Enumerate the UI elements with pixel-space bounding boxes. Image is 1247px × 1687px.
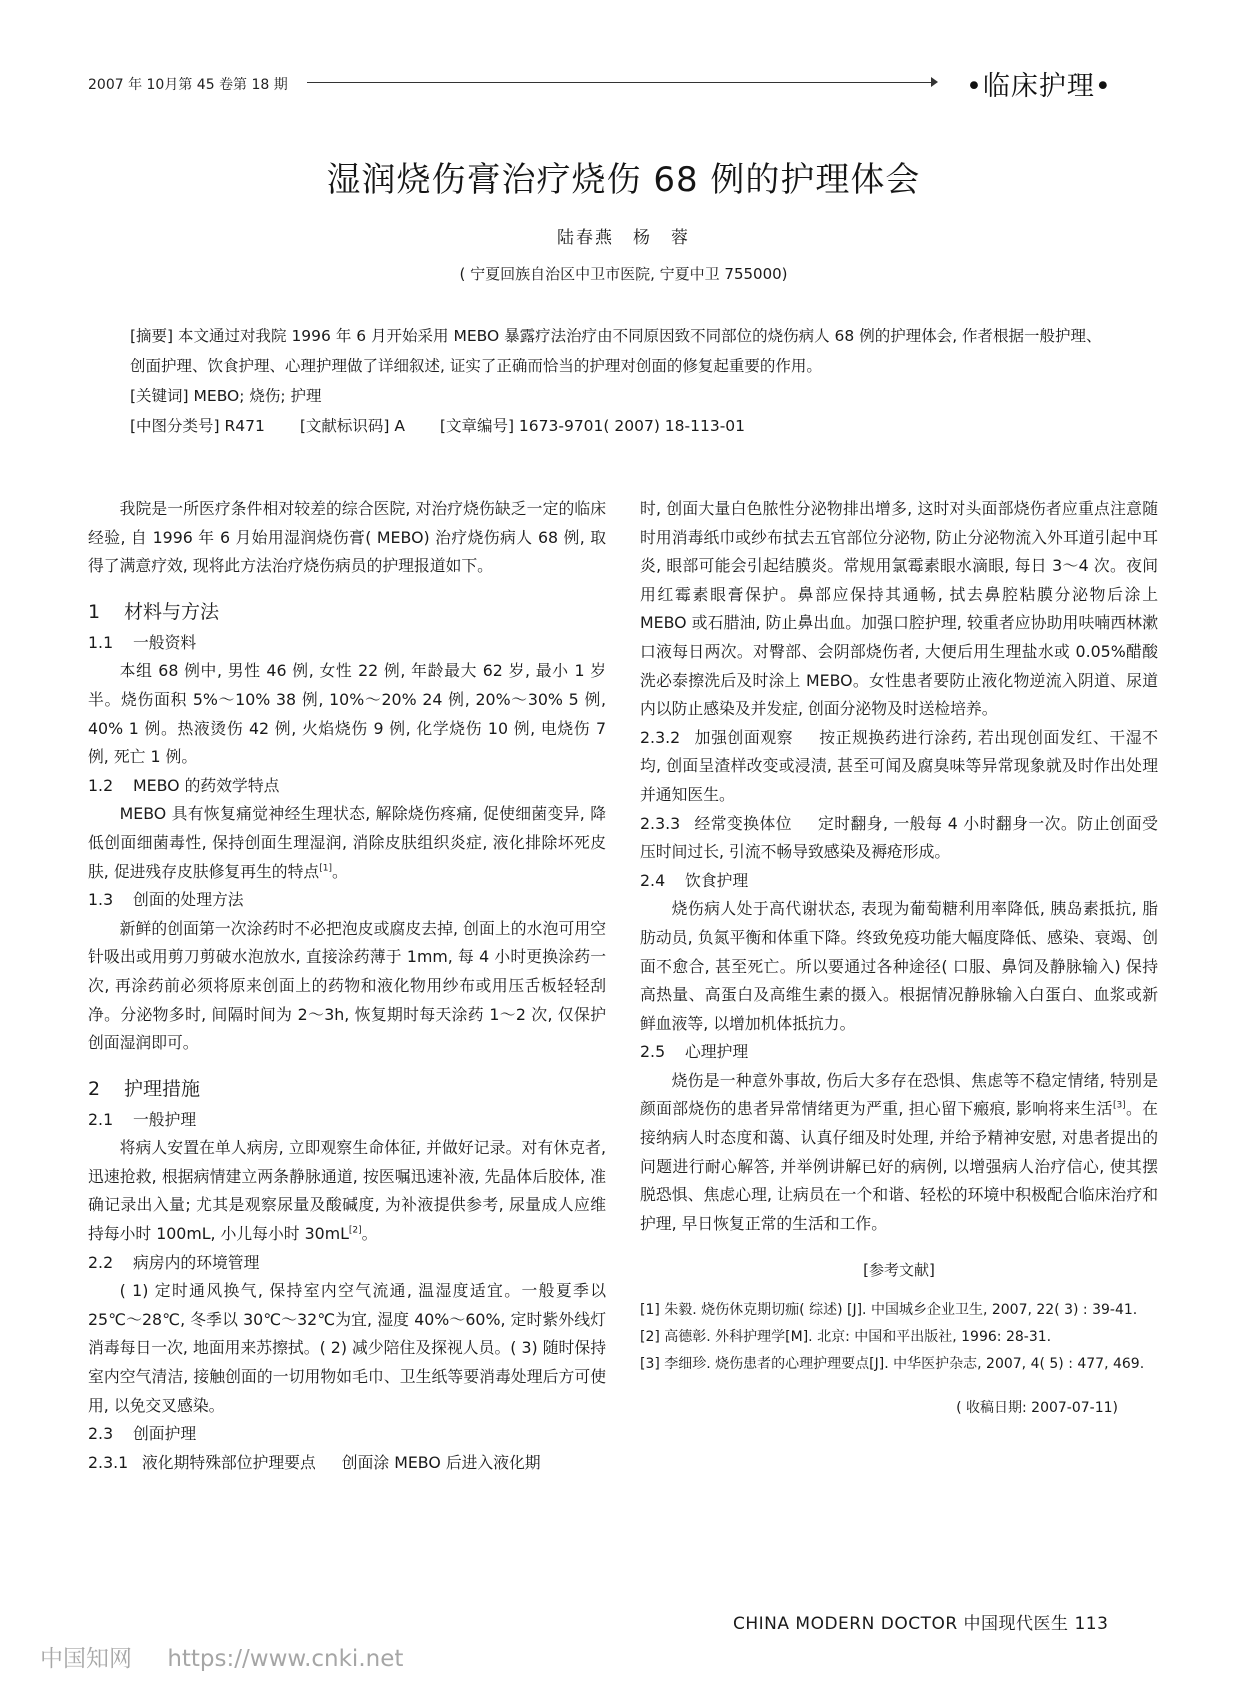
intro-paragraph: 我院是一所医疗条件相对较差的综合医院, 对治疗烧伤缺乏一定的临床经验, 自 1996 年 6 月始用湿润烧伤膏( MEBO) 治疗烧伤病人 68 例, 取得了满意疗效, 现将此方法治疗烧伤病员的护理报道如下。 — [88, 499, 606, 576]
classification-line — [130, 411, 1115, 441]
cnki-url: https://www.cnki.net — [167, 1646, 404, 1672]
issue-info: 2007 年 10月第 45 卷第 18 期 — [88, 77, 288, 93]
article-title: 湿润烧伤膏治疗烧伤 68 例的护理体会 — [326, 160, 921, 200]
author-affiliation: ( 宁夏回族自治区中卫市医院, 宁夏中卫 755000) — [459, 265, 788, 283]
keywords: [关键词] MEBO; 烧伤; 护理 — [130, 387, 322, 405]
paragraph-2-2: ( 1) 定时通风换气, 保持室内空气流通, 温湿度适宜。一般夏季以 25℃～28℃, 冬季以 30℃～32℃为宜, 湿度 40%～60%, 定时紫外线灯消毒每日一次, 地面用来苏擦拭。( 2) 减少陪住及探视人员。( 3) 随时保持室内空气清洁, 接触创面的一切用物如毛巾、卫生纸等要消毒处理后方可使用, 以免交叉感染。 — [88, 1281, 606, 1415]
left-column — [88, 495, 606, 1477]
references-heading: [参考文献] — [863, 1261, 935, 1280]
subsection-heading-1-1: 1.1 一般资料 — [88, 632, 197, 652]
paragraph-2-3-1: 2.3.1 液化期特殊部位护理要点 创面涂 MEBO 后进入液化期 — [88, 1452, 541, 1472]
abstract-block — [130, 321, 1115, 441]
subsection-heading-2-3: 2.3 创面护理 — [88, 1424, 197, 1444]
paragraph-2-1: 将病人安置在单人病房, 立即观察生命体征, 并做好记录。对有休克者, 迅速抢救, 根据病情建立两条静脉通道, 按医嘱迅速补液, 先晶体后胶体, 准确记录出入量; 尤其是观察尿量及酸碱度, 为补液提供参考, 尿量成人应维持每小时 100mL, 小儿每小时 30mL[2]。 — [88, 1138, 606, 1244]
document-code: [文献标识码] A — [299, 417, 405, 435]
subsection-heading-2-1: 2.1 一般护理 — [88, 1109, 197, 1129]
clc-number: [中图分类号] R471 — [130, 417, 265, 435]
paragraph-1-2: MEBO 具有恢复痛觉神经生理状态, 解除烧伤疼痛, 促使细菌变异, 降低创面细菌毒性, 保持创面生理湿润, 消除皮肤组织炎症, 液化排除坏死皮肤, 促进残存皮肤修复再生的特点[1]。 — [88, 804, 606, 881]
journal-footer: CHINA MODERN DOCTOR 中国现代医生 113 — [733, 1614, 1109, 1634]
paragraph-2-5: 烧伤是一种意外事故, 伤后大多存在恐惧、焦虑等不稳定情绪, 特别是颜面部烧伤的患者异常情绪更为严重, 担心留下瘢痕, 影响将来生活[3]。在接纳病人时态度和蔼、认真仔细及时处理, 并给予精神安慰, 对患者提出的问题进行耐心解答, 并举例讲解已好的病例, 以增强病人治疗信心, 使其摆脱恐惧、焦虑心理, 让病员在一个和谐、轻松的环境中积极配合临床治疗和护理, 早日恢复正常的生活和工作。 — [640, 1070, 1158, 1233]
subsection-heading-2-2: 2.2 病房内的环境管理 — [88, 1252, 260, 1272]
section-heading-2: 2 护理措施 — [88, 1077, 201, 1100]
received-date: ( 收稿日期: 2007-07-11) — [956, 1400, 1118, 1417]
citation-1: [1] — [319, 863, 332, 874]
citation-3: [3] — [1112, 1101, 1126, 1112]
subsection-heading-2-4: 2.4 饮食护理 — [640, 870, 749, 890]
reference-item: [3] 李细珍. 烧伤患者的心理护理要点[J]. 中华医护杂志, 2007, 4( 5) : 477, 469. — [640, 1356, 1145, 1373]
header-arrow-icon — [931, 77, 938, 87]
reference-item: [1] 朱毅. 烧伤休克期切痂( 综述) [J]. 中国城乡企业卫生, 2007, 22( 3) : 39-41. — [640, 1302, 1138, 1319]
citation-2: [2] — [348, 1225, 362, 1236]
subsection-heading-1-2: 1.2 MEBO 的药效学特点 — [88, 775, 280, 795]
right-column — [640, 495, 1158, 1423]
subsection-heading-1-3: 1.3 创面的处理方法 — [88, 890, 244, 910]
article-number: [文章编号] 1673-9701( 2007) 18-113-01 — [439, 417, 746, 435]
section-label: •临床护理• — [966, 71, 1112, 102]
paragraph-2-3-3: 2.3.3 经常变换体位 定时翻身, 一般每 4 小时翻身一次。防止创面受压时间过长, 引流不畅导致感染及褥疮形成。 — [640, 813, 1158, 862]
reference-list — [640, 1297, 1158, 1378]
reference-item: [2] 高德彰. 外科护理学[M]. 北京: 中国和平出版社, 1996: 28-31. — [640, 1329, 1052, 1346]
paragraph-2-3-1-continued: 时, 创面大量白色脓性分泌物排出增多, 这时对头面部烧伤者应重点注意随时用消毒纸巾或纱布拭去五官部位分泌物, 防止分泌物流入外耳道引起中耳炎, 眼部可能会引起结膜炎。常规用氯霉素眼水滴眼, 每日 3～4 次。夜间用红霉素眼膏保护。鼻部应保持其通畅, 拭去鼻腔粘膜分泌物后涂上 MEBO 或石腊油, 防止鼻出血。加强口腔护理, 较重者应协助用呋喃西林漱口液每日两次。对臀部、会阴部烧伤者, 大便后用生理盐水或 0.05%醋酸洗必泰擦洗后及时涂上 MEBO。女性患者要防止液化物逆流入阴道、尿道内以防止感染及并发症, 创面分泌物及时送检培养。 — [640, 499, 1158, 719]
subsection-heading-2-5: 2.5 心理护理 — [640, 1042, 749, 1062]
paragraph-1-1: 本组 68 例中, 男性 46 例, 女性 22 例, 年龄最大 62 岁, 最小 1 岁半。烧伤面积 5%～10% 38 例, 10%～20% 24 例, 20%～30% 5 例, 40% 1 例。热液烫伤 42 例, 火焰烧伤 9 例, 化学烧伤 10 例, 电烧伤 7 例, 死亡 1 例。 — [88, 661, 606, 767]
article-authors: 陆春燕 杨 蓉 — [557, 228, 690, 248]
abstract-text: [摘要] 本文通过对我院 1996 年 6 月开始采用 MEBO 暴露疗法治疗由不同原因致不同部位的烧伤病人 68 例的护理体会, 作者根据一般护理、创面护理、饮食护理、心理护理做了详细叙述, 证实了正确而恰当的护理对创面的修复起重要的作用。 — [130, 327, 1102, 375]
paragraph-2-3-2: 2.3.2 加强创面观察 按正规换药进行涂药, 若出现创面发红、干湿不均, 创面呈渣样改变或浸渍, 甚至可闻及腐臭味等异常现象就及时作出处理并通知医生。 — [640, 727, 1158, 804]
cnki-watermark — [40, 1640, 403, 1673]
paragraph-2-4: 烧伤病人处于高代谢状态, 表现为葡萄糖利用率降低, 胰岛素抵抗, 脂肪动员, 负氮平衡和体重下降。终致免疫功能大幅度降低、感染、衰竭、创面不愈合, 甚至死亡。所以要通过各种途径( 口服、鼻饲及静脉输入) 保持高热量、高蛋白及高维生素的摄入。根据情况静脉输入白蛋白、血浆或新鲜血液等, 以增加机体抵抗力。 — [640, 899, 1158, 1033]
paragraph-1-3: 新鲜的创面第一次涂药时不必把泡皮或腐皮去掉, 创面上的水泡可用空针吸出或用剪刀剪破水泡放水, 直接涂药薄于 1mm, 每 4 小时更换涂药一次, 再涂药前必须将原来创面上的药物和液化物用纱布或用压舌板轻轻刮净。分泌物多时, 间隔时间为 2～3h, 恢复期时每天涂药 1～2 次, 仅保护创面湿润即可。 — [88, 918, 606, 1053]
section-heading-1: 1 材料与方法 — [88, 600, 220, 623]
cnki-logo-text: 中国知网 — [40, 1646, 132, 1672]
header-rule — [307, 82, 935, 83]
